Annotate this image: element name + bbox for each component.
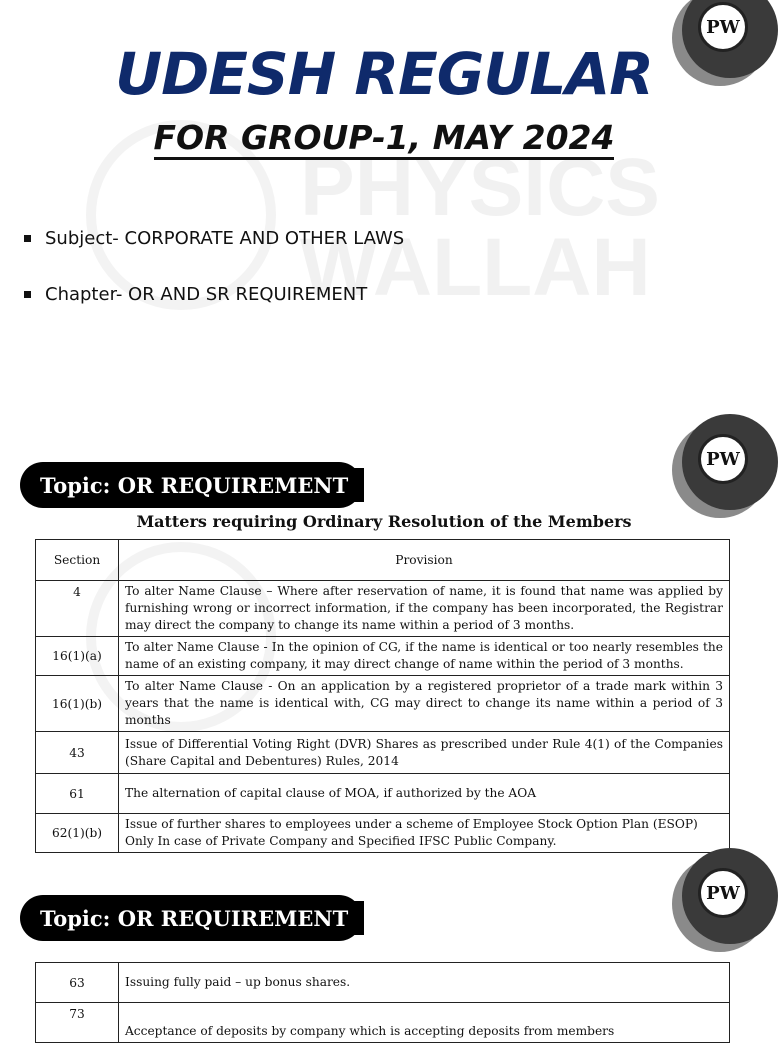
table-row bbox=[36, 774, 730, 814]
bullet-chapter: Chapter- OR AND SR REQUIREMENT bbox=[24, 284, 404, 305]
provision-cell: Issue of Differential Voting Right (DVR) Shares as prescribed under Rule 4(1) of the Companies (Share Capital and Debentures) Rules, 2014 bbox=[119, 732, 730, 774]
table-row bbox=[36, 637, 730, 676]
section-cell: 4 bbox=[36, 581, 119, 637]
provision-cell: To alter Name Clause - On an application by a registered proprietor of a trade mark within 3 years that the name is identical with, CG may direct to change its name within a period of 3 months bbox=[119, 676, 730, 732]
table-header bbox=[36, 540, 730, 581]
provision-cell: The alternation of capital clause of MOA, if authorized by the AOA bbox=[119, 774, 730, 814]
cover-slide bbox=[0, 0, 768, 430]
table-row bbox=[36, 581, 730, 637]
pw-logo bbox=[668, 866, 768, 946]
header-provision: Provision bbox=[119, 540, 730, 581]
section-cell: 73 bbox=[36, 1003, 119, 1043]
pw-logo-icon: PW bbox=[698, 868, 748, 918]
pw-logo bbox=[668, 432, 768, 512]
table-row bbox=[36, 732, 730, 774]
table-row bbox=[36, 963, 730, 1003]
section-cell: 16(1)(a) bbox=[36, 637, 119, 676]
table-row bbox=[36, 1003, 730, 1043]
bullet-subject: Subject- CORPORATE AND OTHER LAWS bbox=[24, 228, 404, 249]
bullet-square-icon bbox=[24, 235, 31, 242]
provision-cell: To alter Name Clause - In the opinion of CG, if the name is identical or too nearly resembles the name of an existing company, it may direct change of name within the period of 3 months. bbox=[119, 637, 730, 676]
section-cell: 16(1)(b) bbox=[36, 676, 119, 732]
section-cell: 62(1)(b) bbox=[36, 814, 119, 853]
or-requirement-slide bbox=[0, 432, 768, 864]
or-requirement-slide-continued bbox=[0, 866, 768, 1038]
pw-logo-icon: PW bbox=[698, 2, 748, 52]
section-cell: 61 bbox=[36, 774, 119, 814]
provision-table bbox=[35, 962, 730, 1043]
provision-table bbox=[35, 539, 730, 853]
table-row bbox=[36, 814, 730, 853]
page-subtitle: FOR GROUP-1, MAY 2024 bbox=[0, 118, 768, 157]
header-section: Section bbox=[36, 540, 119, 581]
topic-pill: Topic: OR REQUIREMENT bbox=[20, 462, 362, 508]
section-cell: 63 bbox=[36, 963, 119, 1003]
table-row bbox=[36, 676, 730, 732]
provision-cell: Issuing fully paid – up bonus shares. bbox=[119, 963, 730, 1003]
page-title: UDESH REGULAR bbox=[115, 40, 653, 108]
pw-logo-icon: PW bbox=[698, 434, 748, 484]
topic-pill: Topic: OR REQUIREMENT bbox=[20, 895, 362, 941]
watermark-text: PHYSICS WALLAH bbox=[300, 142, 660, 313]
provision-cell: To alter Name Clause – Where after reservation of name, it is found that name was applied by furnishing wrong or incorrect information, if the company has been incorporated, the Registrar may direct the company to change its name within a period of 3 months. bbox=[119, 581, 730, 637]
section-cell: 43 bbox=[36, 732, 119, 774]
provision-cell: Issue of further shares to employees under a scheme of Employee Stock Option Plan (ESOP) Only In case of Private Company and Specified IFSC Public Company. bbox=[119, 814, 730, 853]
bullet-square-icon bbox=[24, 291, 31, 298]
table-title: Matters requiring Ordinary Resolution of the Members bbox=[136, 512, 632, 531]
bullet-list bbox=[24, 228, 404, 340]
provision-cell: Acceptance of deposits by company which is accepting deposits from members bbox=[119, 1003, 730, 1043]
